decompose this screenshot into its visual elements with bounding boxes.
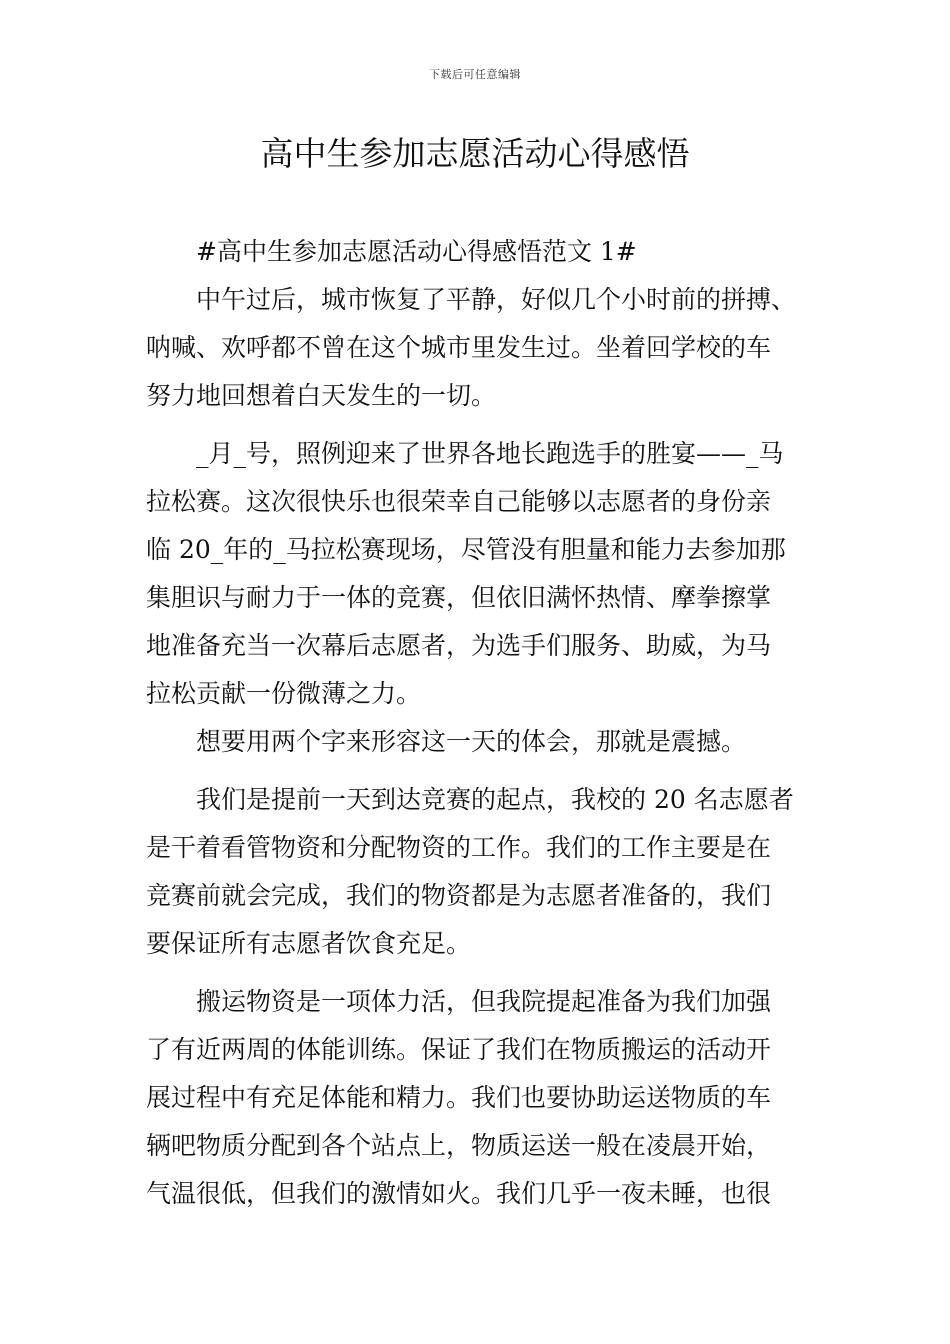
paragraph-line: 地准备充当一次幕后志愿者，为选手们服务、助威，为马 (146, 631, 772, 660)
paragraph-line: 拉松赛。这次很快乐也很荣幸自己能够以志愿者的身份亲 (146, 487, 772, 516)
paragraph-line: 气温很低，但我们的激情如火。我们几乎一夜未睡，也很 (146, 1179, 772, 1208)
paragraph-line: 努力地回想着白天发生的一切。 (146, 381, 497, 410)
document-body (146, 228, 826, 1218)
paragraph-line: 要保证所有志愿者饮食充足。 (146, 929, 472, 958)
paragraph-line: 展过程中有充足体能和精力。我们也要协助运送物质的车 (146, 1083, 772, 1112)
paragraph-line: 是干着看管物资和分配物资的工作。我们的工作主要是在 (146, 833, 772, 862)
header-note: 下载后可任意编辑 (429, 68, 521, 81)
paragraph-line: 搬运物资是一项体力活，但我院提起准备为我们加强 (196, 987, 772, 1016)
paragraph-line: 我们是提前一天到达竞赛的起点，我校的 20 名志愿者 (196, 785, 794, 814)
paragraph-line: 拉松贡献一份微薄之力。 (146, 679, 422, 708)
paragraph-line: _月_号，照例迎来了世界各地长跑选手的胜宴——_马 (196, 439, 784, 468)
paragraph-line: 呐喊、欢呼都不曾在这个城市里发生过。坐着回学校的车 (146, 333, 772, 362)
paragraph-line: 想要用两个字来形容这一天的体会，那就是震撼。 (196, 727, 747, 756)
paragraph-line: 临 20_年的_马拉松赛现场，尽管没有胆量和能力去参加那 (146, 535, 786, 564)
paragraph-line: 辆吧物质分配到各个站点上，物质运送一般在凌晨开始， (146, 1131, 772, 1160)
section-heading: #高中生参加志愿活动心得感悟范文 1# (196, 237, 637, 266)
paragraph-line: 集胆识与耐力于一体的竞赛，但依旧满怀热情、摩拳擦掌 (146, 583, 772, 612)
paragraph-line: 了有近两周的体能训练。保证了我们在物质搬运的活动开 (146, 1035, 772, 1064)
paragraph-line: 中午过后，城市恢复了平静，好似几个小时前的拼搏、 (196, 285, 797, 314)
document-title: 高中生参加志愿活动心得感悟 (260, 134, 690, 173)
paragraph-line: 竞赛前就会完成，我们的物资都是为志愿者准备的，我们 (146, 881, 772, 910)
